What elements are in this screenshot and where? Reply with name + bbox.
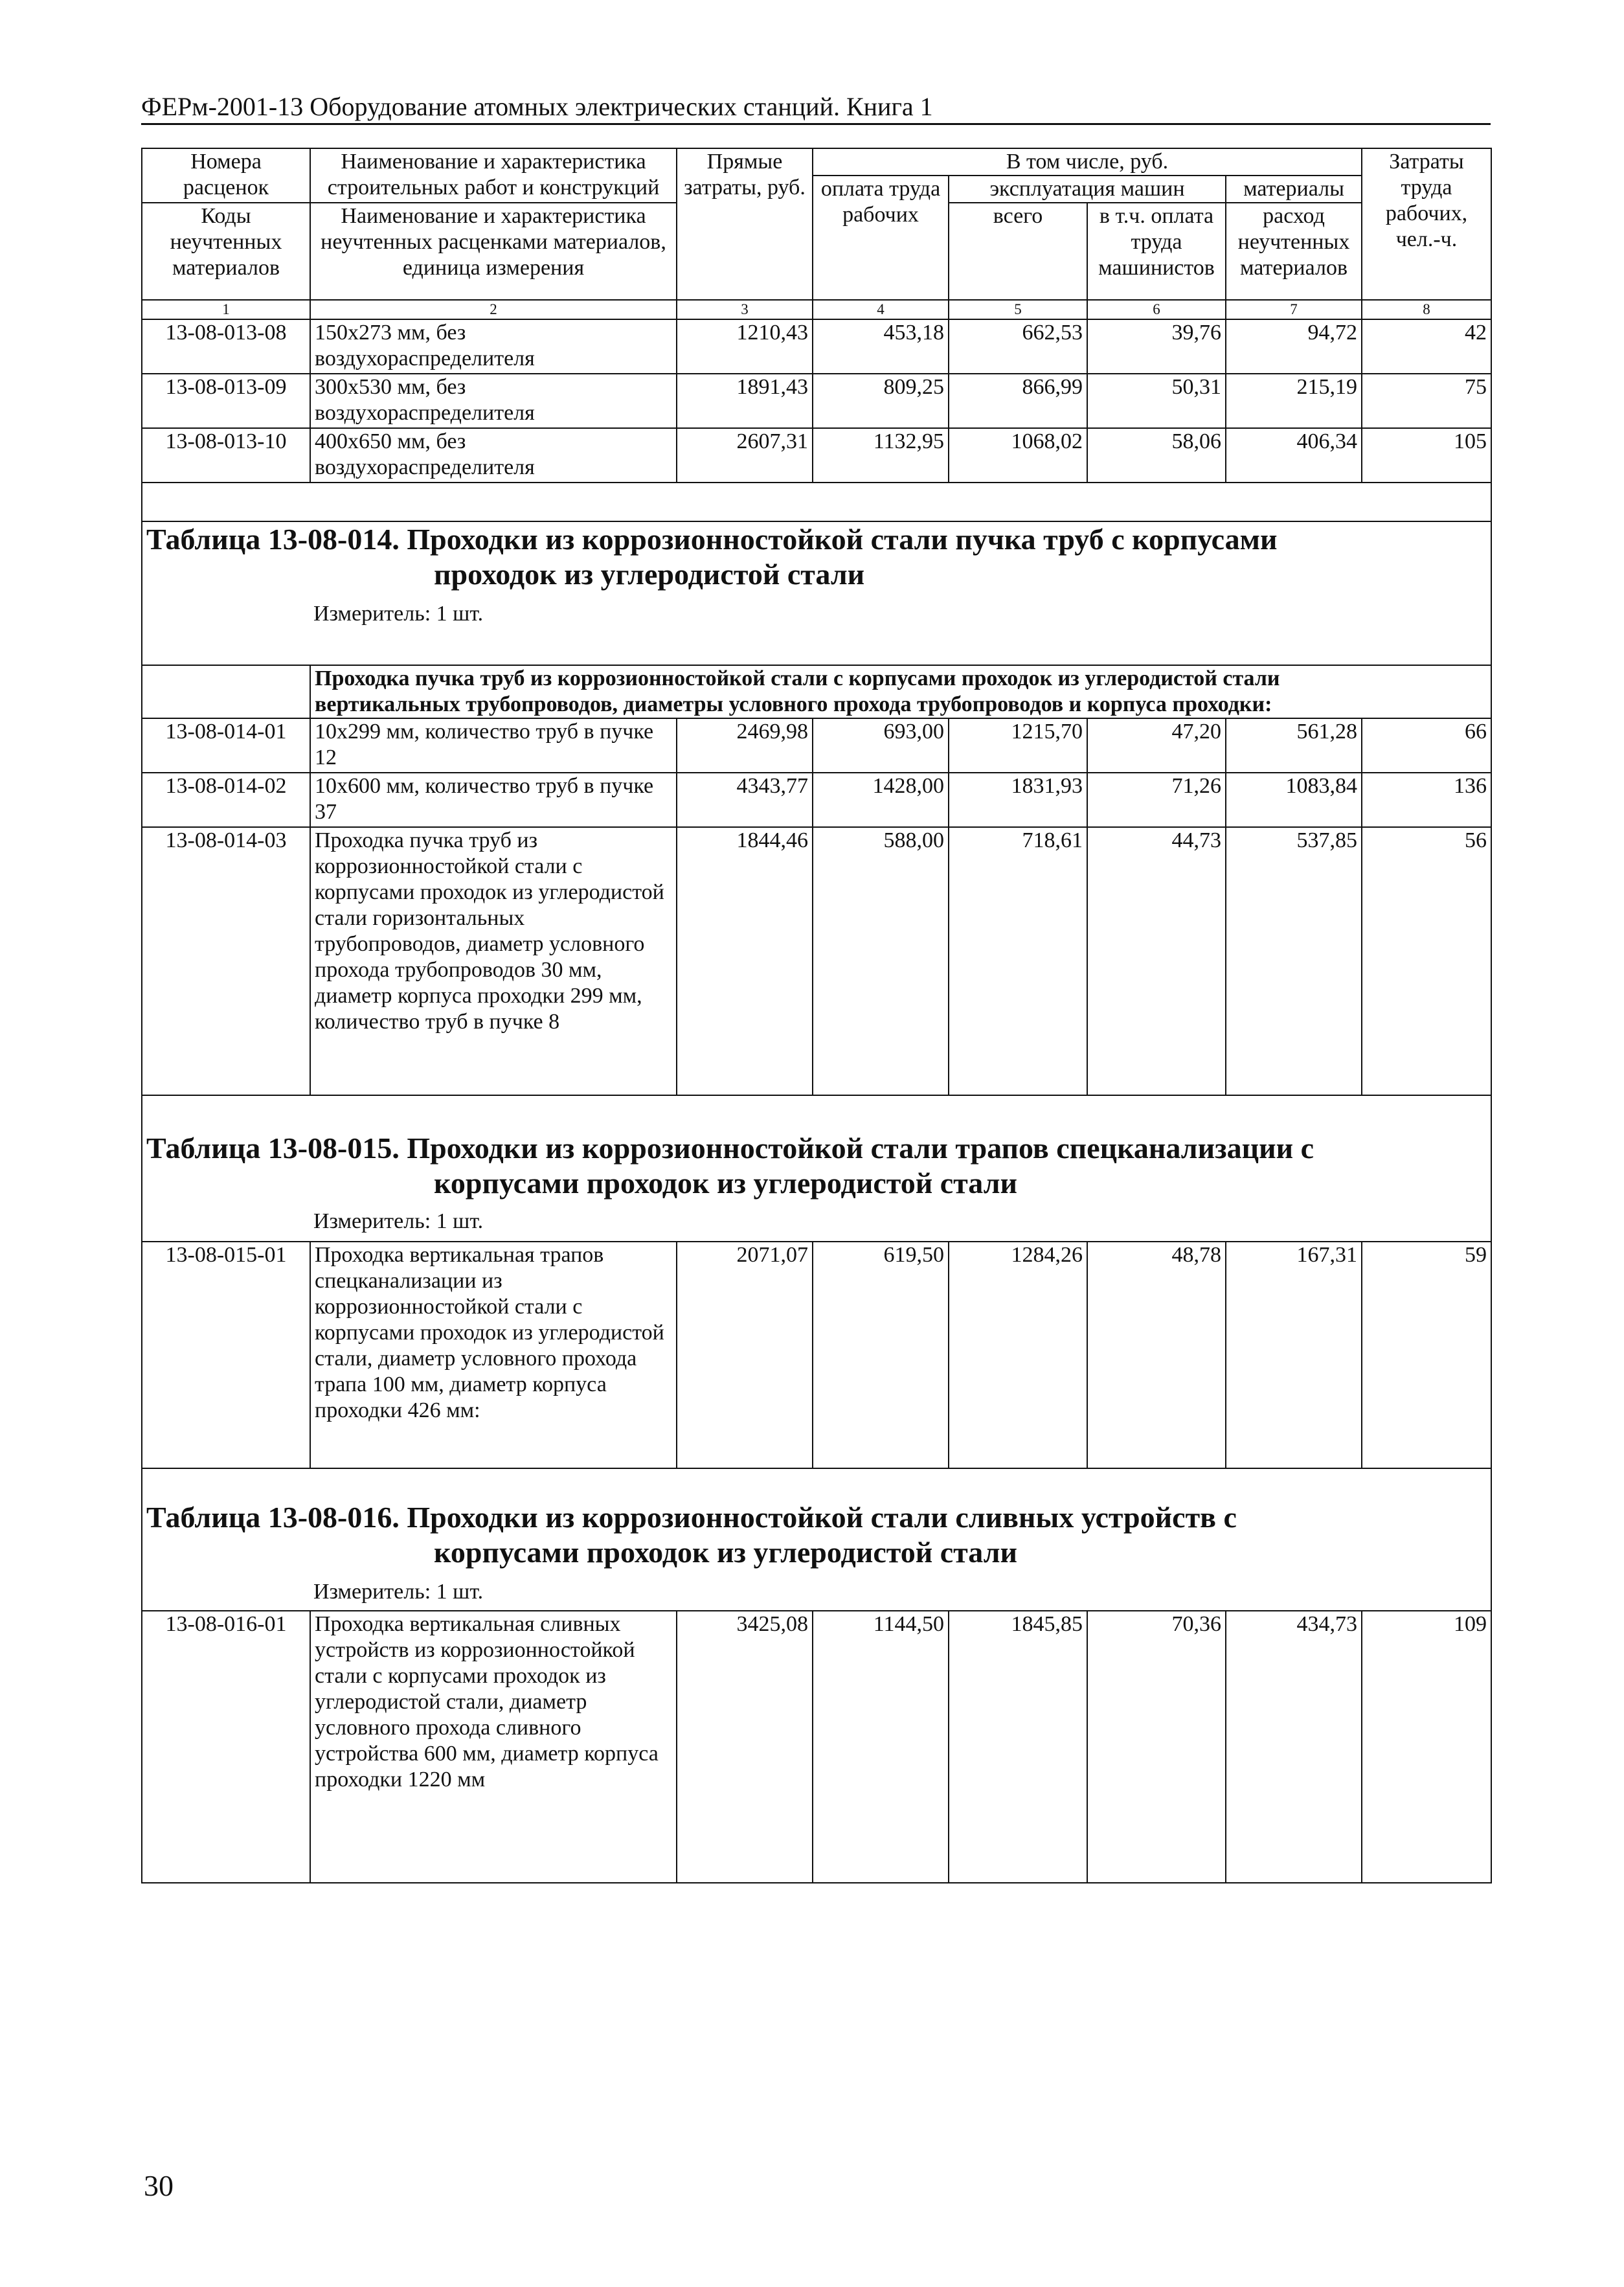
- row-machinist: 50,31: [1087, 374, 1226, 428]
- row-machinist: 70,36: [1087, 1611, 1226, 1883]
- row-direct: 2469,98: [677, 718, 813, 773]
- table-014-subheading: [310, 665, 1491, 718]
- row-name: 10x299 мм, количество труб в пучке 12: [310, 718, 677, 773]
- row-machines: 1215,70: [949, 718, 1087, 773]
- table-015-title-line2: корпусами проходок из углеродистой стали: [434, 1166, 1018, 1200]
- table-row: [142, 374, 1491, 428]
- table-title-row: [142, 1468, 1491, 1611]
- table-014-title: [146, 522, 1487, 592]
- row-machinist: 47,20: [1087, 718, 1226, 773]
- row-name: 10x600 мм, количество труб в пучке 37: [310, 773, 677, 827]
- row-materials: 406,34: [1226, 428, 1362, 483]
- column-number: 4: [813, 300, 949, 319]
- column-number: 3: [677, 300, 813, 319]
- column-number: 5: [949, 300, 1087, 319]
- table-015-title-line1: Таблица 13-08-015. Проходки из коррозионностойкой стали трапов спецканализации с: [146, 1132, 1314, 1165]
- header-codes-bottom: Коды неучтенных материалов: [142, 203, 310, 300]
- row-wages: 1428,00: [813, 773, 949, 827]
- row-machines: 1831,93: [949, 773, 1087, 827]
- price-table: [141, 148, 1492, 1883]
- row-machines: 1284,26: [949, 1242, 1087, 1468]
- row-materials: 94,72: [1226, 319, 1362, 374]
- row-machines: 866,99: [949, 374, 1087, 428]
- row-code: 13-08-016-01: [142, 1611, 310, 1883]
- row-direct: 3425,08: [677, 1611, 813, 1883]
- column-number: 8: [1362, 300, 1491, 319]
- row-machinist: 48,78: [1087, 1242, 1226, 1468]
- row-direct: 2071,07: [677, 1242, 813, 1468]
- row-machinist: 71,26: [1087, 773, 1226, 827]
- row-code: 13-08-013-10: [142, 428, 310, 483]
- row-name: 400x650 мм, без воздухораспределителя: [310, 428, 677, 483]
- row-direct: 1844,46: [677, 827, 813, 1095]
- row-labor: 109: [1362, 1611, 1491, 1883]
- table-title-row: [142, 521, 1491, 665]
- table-014-subheading-line2: вертикальных трубопроводов, диаметры условного прохода трубопроводов и корпуса проходки:: [315, 692, 1272, 716]
- header-wages: оплата труда рабочих: [813, 176, 949, 300]
- row-name: Проходка пучка труб из коррозионностойкой стали с корпусами проходок из углеродистой стали горизонтальных трубопроводов, диаметр условного прохода трубопроводов 30 мм, диаметр корпуса проходки 299 мм, количество труб в пучке 8: [310, 827, 677, 1095]
- header-direct-costs: Прямые затраты, руб.: [677, 148, 813, 300]
- row-materials: 215,19: [1226, 374, 1362, 428]
- table-row: [142, 428, 1491, 483]
- row-materials: 167,31: [1226, 1242, 1362, 1468]
- table-row: [142, 718, 1491, 773]
- row-wages: 453,18: [813, 319, 949, 374]
- row-wages: 588,00: [813, 827, 949, 1095]
- row-materials: 537,85: [1226, 827, 1362, 1095]
- table-row: [142, 1242, 1491, 1468]
- row-direct: 1210,43: [677, 319, 813, 374]
- column-number: 7: [1226, 300, 1362, 319]
- table-015-title: [146, 1131, 1487, 1201]
- row-machinist: 58,06: [1087, 428, 1226, 483]
- row-direct: 2607,31: [677, 428, 813, 483]
- row-code: 13-08-015-01: [142, 1242, 310, 1468]
- row-labor: 56: [1362, 827, 1491, 1095]
- row-labor: 75: [1362, 374, 1491, 428]
- table-subheading-row: [142, 665, 1491, 718]
- row-direct: 4343,77: [677, 773, 813, 827]
- table-row: [142, 1611, 1491, 1883]
- header-name-bottom: Наименование и характеристика неучтенных расценками материалов, единица измерения: [310, 203, 677, 300]
- table-title-row: [142, 1095, 1491, 1242]
- row-wages: 809,25: [813, 374, 949, 428]
- header-including: В том числе, руб.: [813, 148, 1362, 176]
- header-machines-total: всего: [949, 203, 1087, 300]
- table-014-title-line1: Таблица 13-08-014. Проходки из коррозионностойкой стали пучка труб с корпусами: [146, 523, 1278, 556]
- column-number-row: [142, 300, 1491, 319]
- row-labor: 66: [1362, 718, 1491, 773]
- table-015-title-cell: [142, 1095, 1491, 1242]
- row-materials: 434,73: [1226, 1611, 1362, 1883]
- row-name: 300x530 мм, без воздухораспределителя: [310, 374, 677, 428]
- row-name: 150x273 мм, без воздухораспределителя: [310, 319, 677, 374]
- subheading-empty-cell: [142, 665, 310, 718]
- row-wages: 619,50: [813, 1242, 949, 1468]
- table-016-title: [146, 1500, 1487, 1570]
- table-016-title-line2: корпусами проходок из углеродистой стали: [434, 1536, 1018, 1569]
- spacer-cell: [142, 483, 1491, 521]
- row-code: 13-08-014-02: [142, 773, 310, 827]
- row-machines: 662,53: [949, 319, 1087, 374]
- row-code: 13-08-014-01: [142, 718, 310, 773]
- row-code: 13-08-014-03: [142, 827, 310, 1095]
- header-name-top: Наименование и характеристика строительных работ и конструкций: [310, 148, 677, 203]
- row-machines: 718,61: [949, 827, 1087, 1095]
- header-machinist-wages: в т.ч. оплата труда машинистов: [1087, 203, 1226, 300]
- row-machinist: 44,73: [1087, 827, 1226, 1095]
- header-materials-unaccounted: расход неучтенных материалов: [1226, 203, 1362, 300]
- row-labor: 59: [1362, 1242, 1491, 1468]
- table-016-title-line1: Таблица 13-08-016. Проходки из коррозионностойкой стали сливных устройств с: [146, 1501, 1237, 1534]
- row-machinist: 39,76: [1087, 319, 1226, 374]
- row-name: Проходка вертикальная сливных устройств из коррозионностойкой стали с корпусами проходок из углеродистой стали, диаметр условного прохода сливного устройства 600 мм, диаметр корпуса проходки 1220 мм: [310, 1611, 677, 1883]
- row-name: Проходка вертикальная трапов спецканализации из коррозионностойкой стали с корпусами проходок из углеродистой стали, диаметр условного прохода трапа 100 мм, диаметр корпуса проходки 426 мм:: [310, 1242, 677, 1468]
- table-016-meter: Измеритель: 1 шт.: [313, 1580, 484, 1604]
- table-row: [142, 827, 1491, 1095]
- row-wages: 693,00: [813, 718, 949, 773]
- table-014-title-cell: [142, 521, 1491, 665]
- row-machines: 1068,02: [949, 428, 1087, 483]
- column-number: 1: [142, 300, 310, 319]
- row-code: 13-08-013-08: [142, 319, 310, 374]
- row-wages: 1132,95: [813, 428, 949, 483]
- header-labor: Затраты труда рабочих, чел.-ч.: [1362, 148, 1491, 300]
- table-014-subheading-line1: Проходка пучка труб из коррозионностойкой стали с корпусами проходок из углеродистой стали: [315, 666, 1280, 690]
- row-machines: 1845,85: [949, 1611, 1087, 1883]
- page-header: ФЕРм-2001-13 Оборудование атомных электрических станций. Книга 1: [141, 91, 1491, 125]
- row-materials: 1083,84: [1226, 773, 1362, 827]
- column-number: 6: [1087, 300, 1226, 319]
- header-materials: материалы: [1226, 176, 1362, 203]
- header-codes-top: Номера расценок: [142, 148, 310, 203]
- table-spacer: [142, 483, 1491, 521]
- table-014-meter: Измеритель: 1 шт.: [313, 602, 484, 626]
- table-row: [142, 319, 1491, 374]
- column-number: 2: [310, 300, 677, 319]
- table-row: [142, 773, 1491, 827]
- page-number: 30: [144, 2169, 174, 2202]
- header-machines: эксплуатация машин: [949, 176, 1226, 203]
- row-labor: 136: [1362, 773, 1491, 827]
- row-labor: 105: [1362, 428, 1491, 483]
- table-016-title-cell: [142, 1468, 1491, 1611]
- row-materials: 561,28: [1226, 718, 1362, 773]
- table-015-meter: Измеритель: 1 шт.: [313, 1209, 484, 1233]
- row-wages: 1144,50: [813, 1611, 949, 1883]
- row-labor: 42: [1362, 319, 1491, 374]
- row-code: 13-08-013-09: [142, 374, 310, 428]
- row-direct: 1891,43: [677, 374, 813, 428]
- table-014-title-line2: проходок из углеродистой стали: [434, 558, 865, 591]
